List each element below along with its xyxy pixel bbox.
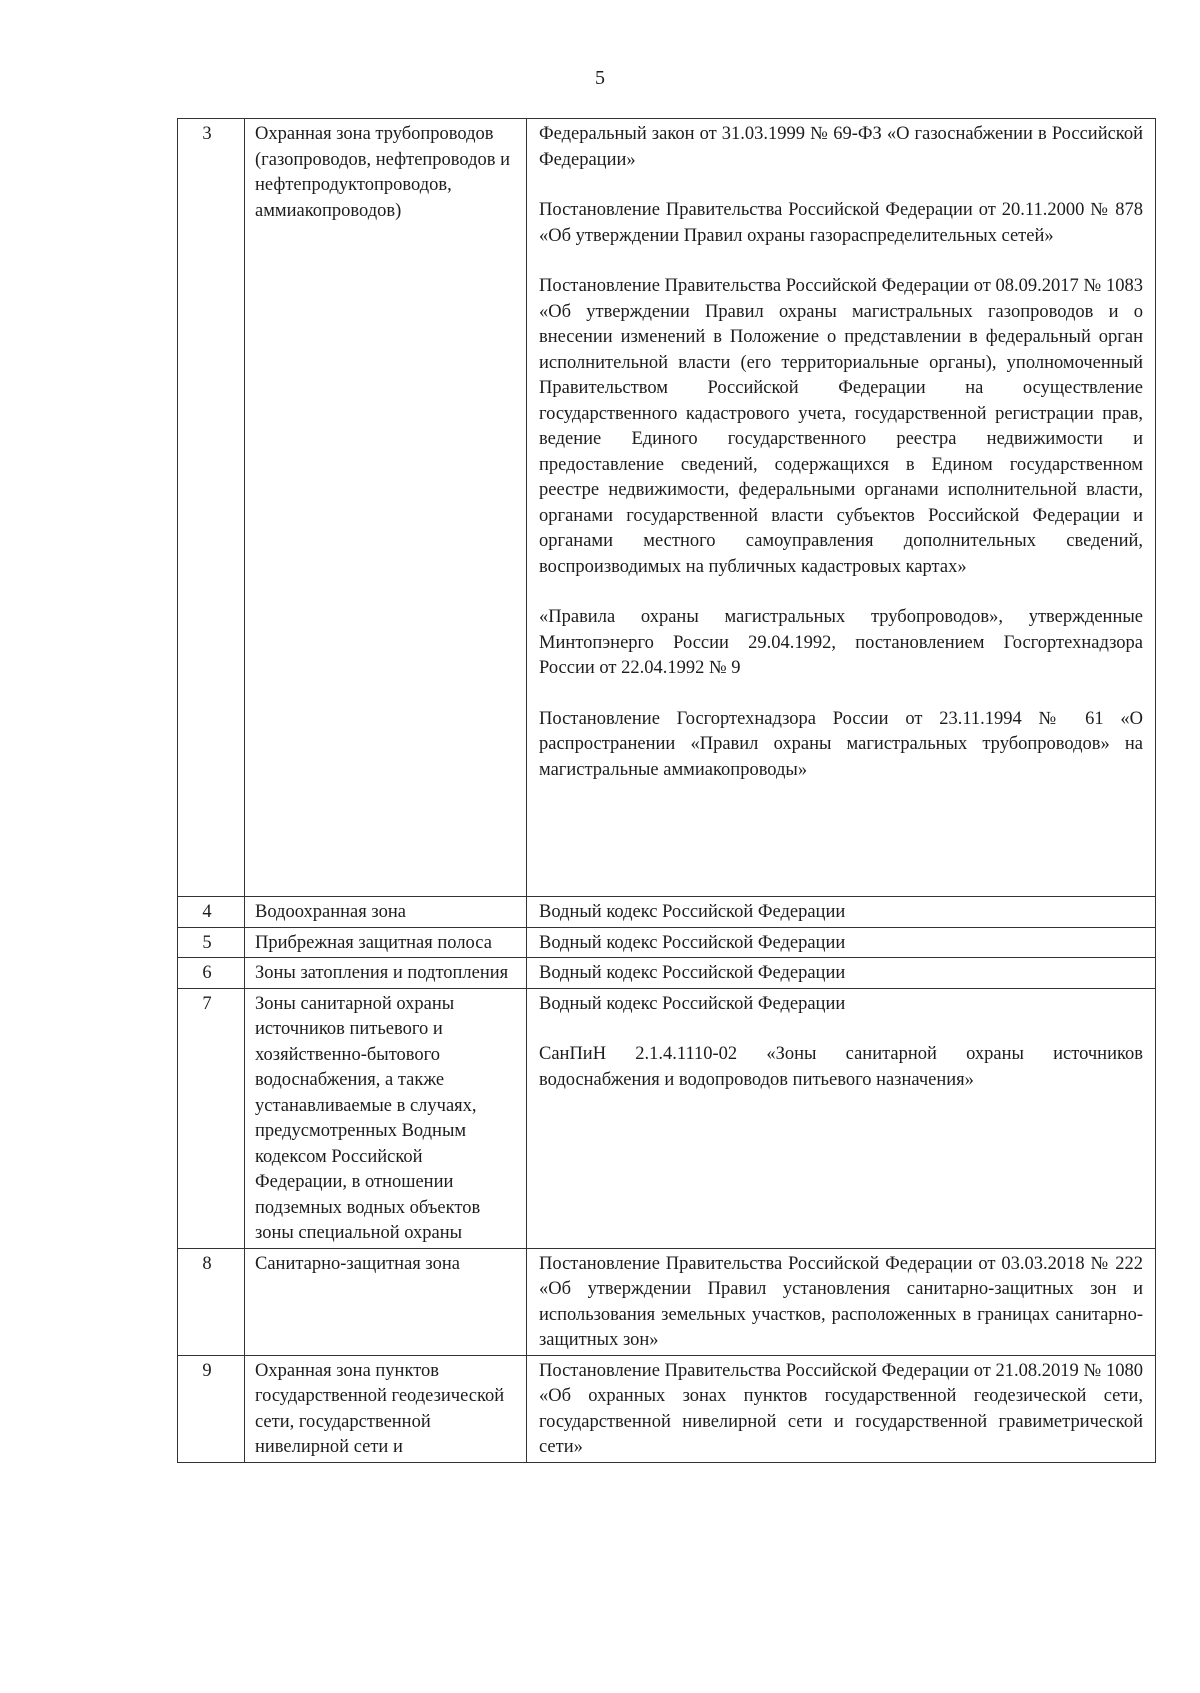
table-row: [178, 1248, 1156, 1355]
table-row: [178, 119, 1156, 897]
row-number: 8: [178, 1248, 245, 1355]
legal-basis: [527, 958, 1156, 989]
zone-name: Прибрежная защитная полоса: [245, 927, 527, 958]
zone-name: Охранная зона трубопроводов (газопроводов, нефтепроводов и нефтепродуктопроводов, аммиакопроводов): [245, 119, 527, 897]
row-number: 6: [178, 958, 245, 989]
zone-name: Зоны затопления и подтопления: [245, 958, 527, 989]
zone-name: Санитарно-защитная зона: [245, 1248, 527, 1355]
legal-basis: [527, 119, 1156, 897]
table-row: [178, 988, 1156, 1248]
zone-name: Охранная зона пунктов государственной геодезической сети, государственной нивелирной сети и: [245, 1355, 527, 1462]
row-number: 4: [178, 897, 245, 928]
row-number: 3: [178, 119, 245, 897]
legal-document: Постановление Правительства Российской Федерации от 03.03.2018 № 222 «Об утверждении Правил установления санитарно-защитных зон и использования земельных участков, расположенных в границах санитарно-защитных зон»: [539, 1253, 1143, 1350]
legal-document: Федеральный закон от 31.03.1999 № 69-ФЗ «О газоснабжении в Российской Федерации»: [539, 124, 1143, 170]
zone-name: Зоны санитарной охраны источников питьевого и хозяйственно-бытового водоснабжения, а также устанавливаемые в случаях, предусмотренных Водным кодексом Российской Федерации, в отношении подземных водных объектов зоны специальной охраны: [245, 988, 527, 1248]
table-row: [178, 1355, 1156, 1462]
zone-name: Водоохранная зона: [245, 897, 527, 928]
legal-document: Водный кодекс Российской Федерации: [539, 963, 846, 983]
legal-basis: [527, 988, 1156, 1248]
legal-basis: [527, 1248, 1156, 1355]
legal-document: Водный кодекс Российской Федерации: [539, 932, 846, 953]
table-row: [178, 927, 1156, 958]
legal-document: Водный кодекс Российской Федерации: [539, 902, 846, 922]
row-number: 9: [178, 1355, 245, 1462]
legal-document: Постановление Госгортехнадзора России от 23.11.1994 № 61 «О распространении «Правил охраны магистральных трубопроводов» на магистральные аммиакопроводы»: [539, 708, 1143, 780]
row-number: 7: [178, 988, 245, 1248]
page-number: 5: [595, 67, 605, 89]
row-number: 5: [178, 927, 245, 958]
legal-document: Постановление Правительства Российской Федерации от 21.08.2019 № 1080 «Об охранных зонах пунктов государственной геодезической сети, государственной нивелирной сети и государственной гравиметрической сети»: [539, 1360, 1143, 1457]
table-row: [178, 958, 1156, 989]
zones-table: [177, 118, 1156, 1463]
legal-document: Постановление Правительства Российской Федерации от 08.09.2017 № 1083 «Об утверждении Правил охраны магистральных газопроводов и о внесении изменений в Положение о представлении в федеральный орган исполнительной власти (его территориальные органы), уполномоченный Правительством Российской Федерации на осуществление государственного кадастрового учета, государственной регистрации прав, ведение Единого государственного реестра недвижимости и предоставление сведений, содержащихся в Едином государственном реестре недвижимости, федеральными органами исполнительной власти, органами государственной власти субъектов Российской Федерации и органами местного самоуправления дополнительных сведений, воспроизводимых на публичных кадастровых картах»: [539, 276, 1143, 577]
legal-basis: [527, 1355, 1156, 1462]
legal-basis: [527, 927, 1156, 958]
legal-document: СанПиН 2.1.4.1110-02 «Зоны санитарной охраны источников водоснабжения и водопроводов питьевого назначения»: [539, 1044, 1143, 1090]
legal-document: Водный кодекс Российской Федерации: [539, 993, 846, 1014]
table-row: [178, 897, 1156, 928]
legal-document: Постановление Правительства Российской Федерации от 20.11.2000 № 878 «Об утверждении Правил охраны газораспределительных сетей»: [539, 200, 1143, 246]
legal-document: «Правила охраны магистральных трубопроводов», утвержденные Минтопэнерго России 29.04.1992, постановлением Госгортехнадзора России от 22.04.1992 № 9: [539, 607, 1143, 678]
legal-basis: [527, 897, 1156, 928]
